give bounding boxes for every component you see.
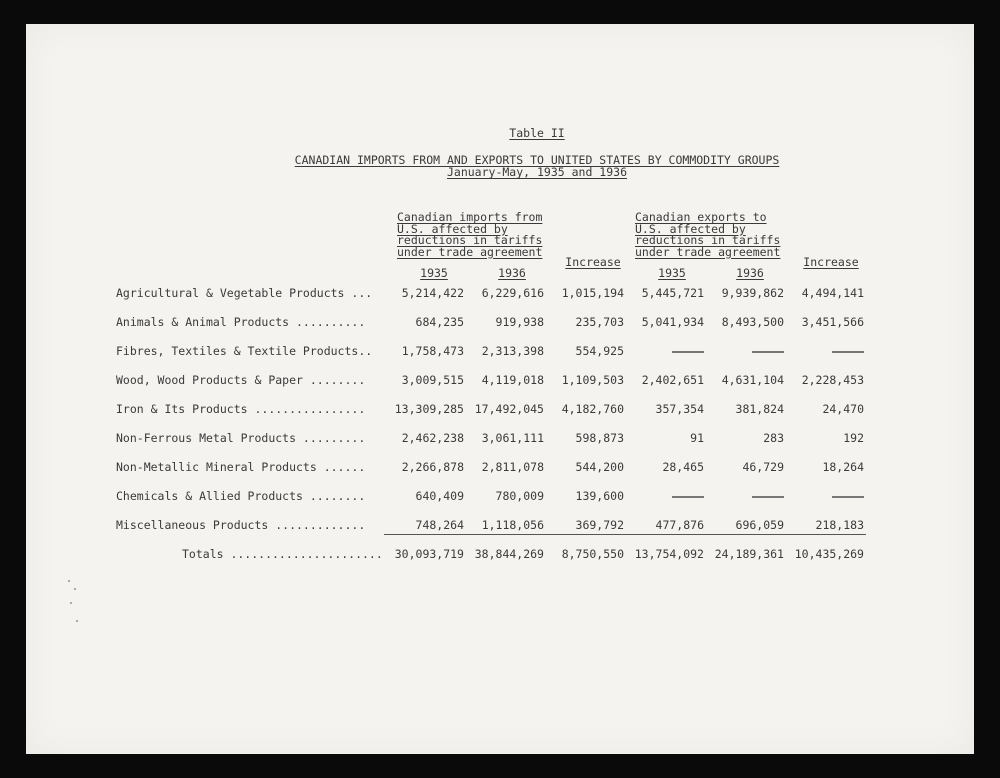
exports-1936-dash: [704, 489, 784, 503]
exports-increase-value: 2,228,453: [801, 373, 864, 387]
speck: [68, 580, 70, 582]
table-document: [26, 24, 974, 754]
table-row: [26, 489, 974, 503]
exports-1935-dash: [624, 489, 704, 503]
imports-1935-value: 2,266,878: [401, 460, 464, 474]
table-number: Table II: [509, 126, 565, 140]
imports-header-line: reductions in tariffs: [397, 233, 543, 247]
imports-1935-total: 30,093,719: [394, 547, 464, 561]
imports-increase-value: 369,792: [575, 518, 624, 532]
row-label: Chemicals & Allied Products ........: [116, 489, 366, 503]
exports-1936-dash: [704, 344, 784, 358]
imports-1936-value: 919,938: [495, 315, 544, 329]
imports-group-header: [397, 212, 542, 258]
exports-1936-value: 4,631,104: [721, 373, 784, 387]
imports-increase-value: 554,925: [575, 344, 624, 358]
exports-increase-dash: [784, 344, 864, 358]
table-row: [26, 373, 974, 387]
imports-1936-value: 4,119,018: [481, 373, 544, 387]
table-heading: CANADIAN IMPORTS FROM AND EXPORTS TO UNITED STATES BY COMMODITY GROUPS: [294, 153, 780, 167]
imports-1935-value: 748,264: [415, 518, 464, 532]
exports-1935-value: 5,445,721: [641, 286, 704, 300]
exports-1935-value: 28,465: [662, 460, 704, 474]
table-row: [26, 402, 974, 416]
exports-increase-value: 4,494,141: [801, 286, 864, 300]
table-row: [26, 431, 974, 445]
exports-1936-total: 24,189,361: [714, 547, 784, 561]
imports-1936-header: 1936: [498, 266, 526, 280]
exports-1935-value: 2,402,651: [641, 373, 704, 387]
imports-increase-value: 598,873: [575, 431, 624, 445]
imports-1935-value: 13,309,285: [394, 402, 464, 416]
exports-increase-header: Increase: [803, 255, 859, 269]
exports-1935-value: 91: [690, 431, 704, 445]
totals-label: Totals ......................: [182, 547, 383, 561]
table-row: [26, 460, 974, 474]
nil-dash: [672, 351, 704, 353]
speck: [74, 588, 76, 590]
exports-1935-value: 477,876: [655, 518, 704, 532]
row-label: Agricultural & Vegetable Products ...: [116, 286, 373, 300]
imports-header-line: Canadian imports from: [397, 210, 543, 224]
row-label: Animals & Animal Products ..........: [116, 315, 366, 329]
imports-increase-total: 8,750,550: [561, 547, 624, 561]
exports-increase-value: 24,470: [822, 402, 864, 416]
totals-rule: [384, 534, 866, 535]
nil-dash: [752, 351, 784, 353]
imports-increase-value: 235,703: [575, 315, 624, 329]
exports-header-line: U.S. affected by: [635, 221, 746, 236]
exports-1936-header: 1936: [736, 266, 764, 280]
exports-header-line: Canadian exports to: [635, 210, 767, 224]
imports-1936-value: 2,811,078: [481, 460, 544, 474]
row-label: Wood, Wood Products & Paper ........: [116, 373, 366, 387]
imports-1935-value: 684,235: [415, 315, 464, 329]
imports-1936-total: 38,844,269: [474, 547, 544, 561]
exports-1935-dash: [624, 344, 704, 358]
exports-1936-value: 9,939,862: [721, 286, 784, 300]
table-row: [26, 286, 974, 300]
imports-1935-value: 2,462,238: [401, 431, 464, 445]
table-row: [26, 315, 974, 329]
exports-1936-value: 381,824: [735, 402, 784, 416]
imports-1935-header: 1935: [420, 266, 448, 280]
exports-1936-value: 283: [763, 431, 784, 445]
imports-increase-value: 4,182,760: [561, 402, 624, 416]
imports-increase-value: 139,600: [575, 489, 624, 503]
exports-increase-total: 10,435,269: [794, 547, 864, 561]
imports-1935-value: 3,009,515: [401, 373, 464, 387]
exports-1935-total: 13,754,092: [634, 547, 704, 561]
speck: [70, 602, 72, 604]
exports-increase-value: 18,264: [822, 460, 864, 474]
exports-increase-value: 192: [843, 431, 864, 445]
imports-1936-value: 1,118,056: [481, 518, 544, 532]
table-row: [26, 344, 974, 358]
exports-increase-dash: [784, 489, 864, 503]
imports-1936-value: 17,492,045: [474, 402, 544, 416]
table-period: January-May, 1935 and 1936: [446, 165, 627, 179]
imports-increase-value: 1,015,194: [561, 286, 624, 300]
exports-1936-value: 8,493,500: [721, 315, 784, 329]
exports-increase-value: 218,183: [815, 518, 864, 532]
imports-1936-value: 2,313,398: [481, 344, 544, 358]
speck: [76, 620, 78, 622]
row-label: Non-Ferrous Metal Products .........: [116, 431, 366, 445]
nil-dash: [832, 496, 864, 498]
imports-increase-value: 544,200: [575, 460, 624, 474]
exports-header-line: under trade agreement: [635, 244, 781, 259]
exports-group-header: [635, 212, 780, 258]
nil-dash: [672, 496, 704, 498]
imports-1936-value: 6,229,616: [481, 286, 544, 300]
imports-header-line: U.S. affected by: [397, 221, 508, 236]
row-label: Fibres, Textiles & Textile Products..: [116, 344, 373, 358]
exports-increase-value: 3,451,566: [801, 315, 864, 329]
exports-1936-value: 696,059: [735, 518, 784, 532]
totals-row: [26, 547, 974, 561]
exports-1935-value: 5,041,934: [641, 315, 704, 329]
exports-1935-value: 357,354: [655, 402, 704, 416]
row-label: Iron & Its Products ................: [116, 402, 366, 416]
exports-1936-value: 46,729: [742, 460, 784, 474]
imports-1936-value: 3,061,111: [481, 431, 544, 445]
nil-dash: [752, 496, 784, 498]
imports-1935-value: 1,758,473: [401, 344, 464, 358]
imports-1935-value: 640,409: [415, 489, 464, 503]
table-row: [26, 518, 974, 532]
imports-1936-value: 780,009: [495, 489, 544, 503]
exports-1935-header: 1935: [658, 266, 686, 280]
document-page: [26, 24, 974, 754]
imports-increase-header: Increase: [565, 255, 621, 269]
imports-1935-value: 5,214,422: [401, 286, 464, 300]
imports-increase-value: 1,109,503: [561, 373, 624, 387]
nil-dash: [832, 351, 864, 353]
row-label: Non-Metallic Mineral Products ......: [116, 460, 366, 474]
margin-specks: [68, 580, 78, 640]
exports-header-line: reductions in tariffs: [635, 233, 781, 247]
row-label: Miscellaneous Products .............: [116, 518, 366, 532]
imports-header-line: under trade agreement: [397, 244, 543, 259]
